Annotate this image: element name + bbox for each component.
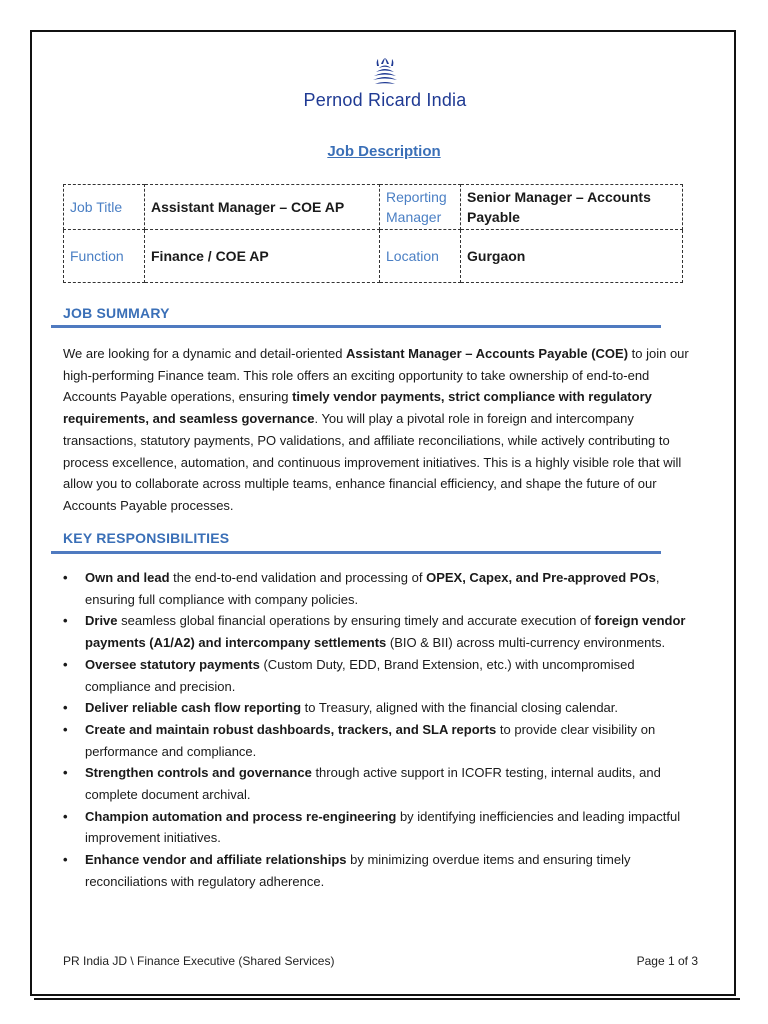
list-item: [63, 697, 703, 719]
location-label: Location: [380, 230, 461, 283]
item-bold: Champion automation and process re-engineering: [85, 808, 397, 824]
list-item: [63, 719, 703, 762]
table-row: [64, 185, 683, 230]
item-text: (BIO & BII) across multi-currency environments.: [386, 635, 666, 651]
function-label: Function: [64, 230, 145, 283]
item-bold: OPEX, Capex, and Pre-approved POs: [426, 570, 656, 585]
sun-logo-icon: [368, 56, 402, 90]
item-bold: Deliver reliable cash flow reporting: [85, 700, 302, 716]
item-text: to provide clear visibility on performance and compliance.: [85, 721, 656, 759]
summary-text-1: We are looking for a dynamic and detail-oriented: [63, 346, 347, 361]
summary-bold-2: timely vendor payments, strict compliance with regulatory requirements, and seamless governance: [63, 389, 652, 427]
job-summary-heading: JOB SUMMARY: [63, 305, 170, 321]
reporting-manager-label: Reporting Manager: [380, 185, 461, 230]
item-text: by identifying inefficiencies and leading impactful improvement initiatives.: [85, 808, 681, 846]
item-bold: Own and lead: [85, 570, 170, 585]
responsibilities-list: [63, 567, 703, 893]
bullet-icon: •: [63, 613, 68, 629]
bullet-icon: •: [63, 656, 68, 672]
item-text: , ensuring full compliance with company policies.: [85, 570, 660, 607]
item-bold: Strengthen controls and governance: [85, 765, 312, 781]
logo-wordmark: Pernod Ricard India: [303, 90, 467, 110]
section-divider: [51, 325, 661, 328]
job-info-table: [63, 184, 683, 283]
item-bold: Create and maintain robust dashboards, trackers, and SLA reports: [85, 721, 497, 737]
list-item: [63, 567, 703, 610]
summary-text-3: . You will play a pivotal role in foreign and intercompany transactions, statutory payments, PO validations, and affiliate reconciliations, while actively contributing to process excellence, automation, and continuous improvement initiatives. This is a highly visible role that will allow you to collaborate across multiple teams, enhance financial efficiency, and shape the future of our Accounts Payable processes.: [63, 411, 682, 513]
bullet-icon: •: [63, 700, 68, 716]
summary-bold-1: Assistant Manager – Accounts Payable (COE): [346, 346, 629, 361]
key-responsibilities-heading: KEY RESPONSIBILITIES: [63, 530, 230, 546]
function-value: Finance / COE AP: [145, 230, 380, 283]
item-bold: foreign vendor payments (A1/A2) and intercompany settlements: [85, 613, 686, 651]
job-title-label: Job Title: [64, 185, 145, 230]
item-text: through active support in ICOFR testing, internal audits, and complete document archival.: [85, 765, 661, 803]
bullet-icon: •: [63, 808, 68, 824]
item-text: the end-to-end validation and processing of: [169, 570, 427, 585]
list-item: [63, 654, 703, 697]
item-text: (Custom Duty, EDD, Brand Extension, etc.) with uncompromised compliance and precision.: [85, 656, 635, 694]
footer-page-number: Page 1 of 3: [636, 954, 698, 968]
list-item: [63, 762, 703, 805]
bullet-icon: •: [63, 765, 68, 781]
bullet-icon: •: [63, 721, 68, 737]
job-summary-text: [63, 343, 703, 517]
list-item: [63, 849, 703, 892]
item-bold: Enhance vendor and affiliate relationships: [85, 852, 347, 868]
reporting-manager-value: Senior Manager – Accounts Payable: [461, 185, 683, 230]
document-title: Job Description: [327, 143, 441, 160]
list-item: [63, 610, 703, 653]
section-divider: [51, 551, 661, 554]
item-bold: Drive: [85, 613, 118, 629]
job-title-value: Assistant Manager – COE AP: [145, 185, 380, 230]
bullet-icon: •: [63, 852, 68, 868]
company-logo: [290, 56, 480, 116]
item-bold: Oversee statutory payments: [85, 656, 260, 672]
item-text: by minimizing overdue items and ensuring timely reconciliations with regulatory adherence.: [85, 852, 631, 889]
location-value: Gurgaon: [461, 230, 683, 283]
item-text: seamless global financial operations by ensuring timely and accurate execution of: [117, 613, 595, 629]
table-row: [64, 230, 683, 283]
item-text: to Treasury, aligned with the financial closing calendar.: [301, 700, 619, 716]
footer-document-id: PR India JD \ Finance Executive (Shared Services): [63, 954, 335, 968]
list-item: [63, 806, 703, 849]
bullet-icon: •: [63, 570, 68, 585]
summary-text-2: to join our high-performing Finance team. This role offers an exciting opportunity to take ownership of end-to-end Accounts Payable operations, ensuring: [63, 346, 689, 405]
